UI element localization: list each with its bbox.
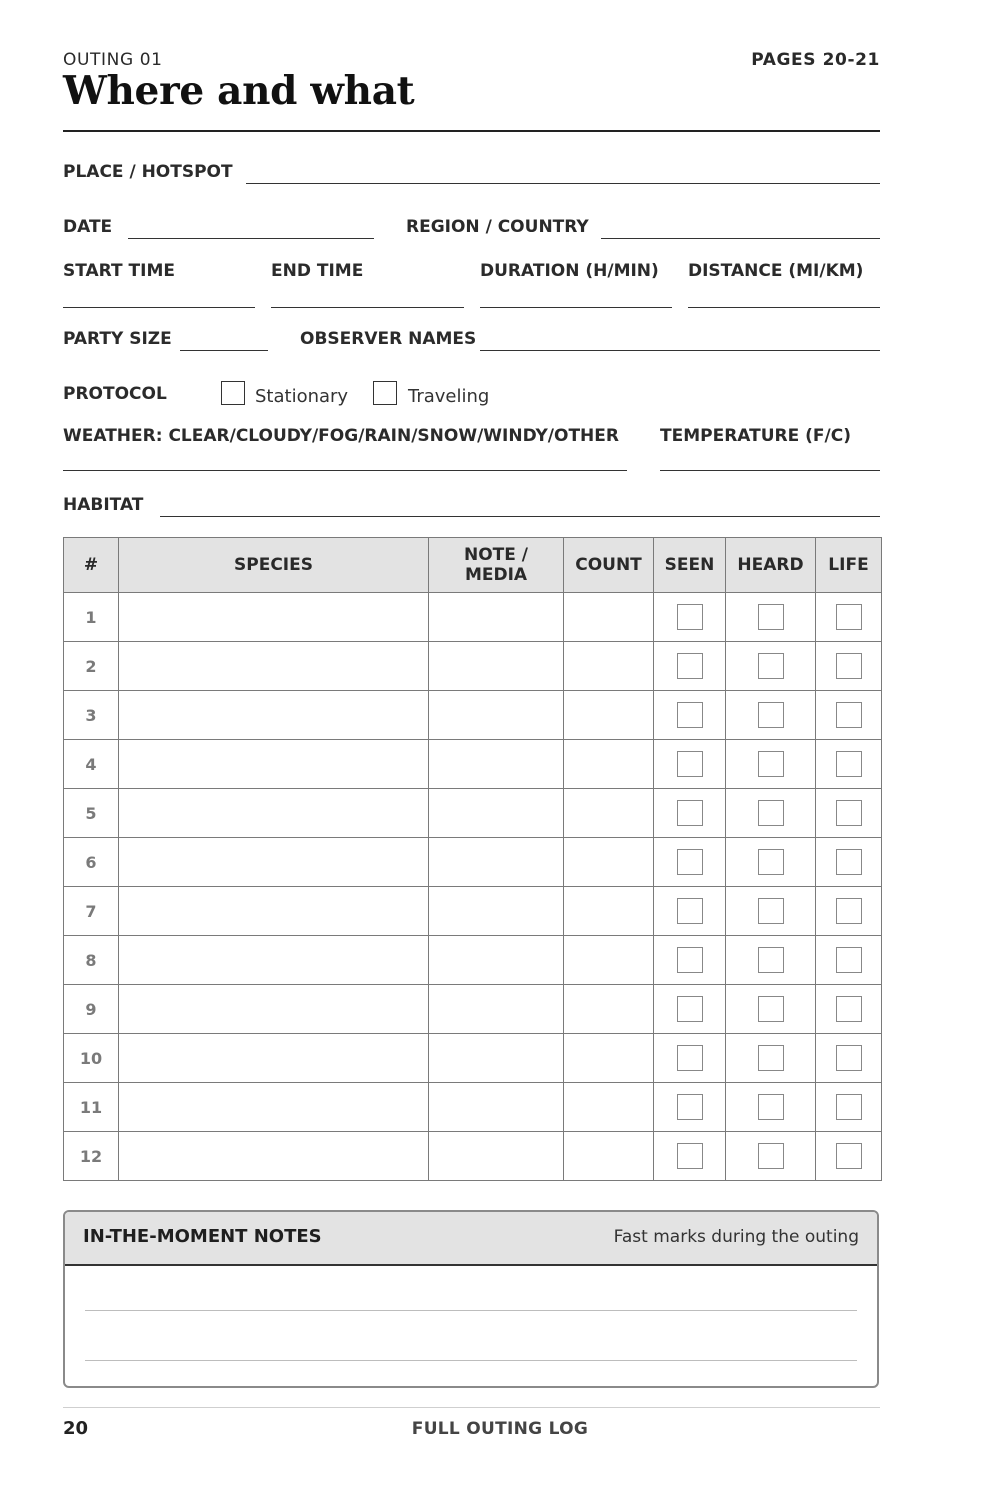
seen-checkbox[interactable] <box>677 849 703 875</box>
footer-divider <box>63 1407 880 1408</box>
place-label: PLACE / HOTSPOT <box>63 162 233 182</box>
region-label: REGION / COUNTRY <box>406 217 589 237</box>
seen-checkbox[interactable] <box>677 604 703 630</box>
heard-cell <box>726 985 816 1034</box>
seen-cell <box>654 1083 726 1132</box>
species-cell[interactable] <box>119 691 429 740</box>
distance-label: DISTANCE (MI/KM) <box>688 261 864 281</box>
life-checkbox[interactable] <box>836 996 862 1022</box>
heard-cell <box>726 691 816 740</box>
table-row <box>64 887 882 936</box>
start-time-field[interactable] <box>63 307 255 308</box>
distance-field[interactable] <box>688 307 880 308</box>
stationary-checkbox[interactable] <box>221 381 245 405</box>
heard-checkbox[interactable] <box>758 1094 784 1120</box>
seen-checkbox[interactable] <box>677 996 703 1022</box>
life-cell <box>816 887 882 936</box>
seen-checkbox[interactable] <box>677 1094 703 1120</box>
note-media-cell[interactable] <box>429 1132 564 1181</box>
count-cell[interactable] <box>564 838 654 887</box>
temperature-label: TEMPERATURE (F/C) <box>660 426 851 446</box>
species-cell[interactable] <box>119 740 429 789</box>
life-cell <box>816 1034 882 1083</box>
date-field[interactable] <box>128 238 374 239</box>
species-cell[interactable] <box>119 887 429 936</box>
life-cell <box>816 1132 882 1181</box>
heard-cell <box>726 1132 816 1181</box>
seen-checkbox[interactable] <box>677 947 703 973</box>
life-checkbox[interactable] <box>836 751 862 777</box>
heard-checkbox[interactable] <box>758 751 784 777</box>
table-row <box>64 789 882 838</box>
table-row <box>64 838 882 887</box>
species-cell[interactable] <box>119 1083 429 1132</box>
note-media-cell[interactable] <box>429 936 564 985</box>
species-table <box>63 537 882 1181</box>
seen-cell <box>654 740 726 789</box>
footer-section: FULL OUTING LOG <box>411 1419 589 1439</box>
weather-field[interactable] <box>63 470 627 471</box>
row-number: 9 <box>64 985 119 1034</box>
seen-cell <box>654 642 726 691</box>
life-cell <box>816 789 882 838</box>
note-media-cell[interactable] <box>429 593 564 642</box>
life-cell <box>816 838 882 887</box>
life-cell <box>816 642 882 691</box>
heard-cell <box>726 593 816 642</box>
page-title: Where and what <box>63 68 415 114</box>
seen-cell <box>654 936 726 985</box>
species-cell[interactable] <box>119 789 429 838</box>
heard-checkbox[interactable] <box>758 1143 784 1169</box>
col-count: COUNT <box>564 538 654 593</box>
pages-range: PAGES 20-21 <box>751 50 880 70</box>
count-cell[interactable] <box>564 1083 654 1132</box>
col-life: LIFE <box>816 538 882 593</box>
traveling-label: Traveling <box>408 386 490 407</box>
row-number: 4 <box>64 740 119 789</box>
weather-label: WEATHER: CLEAR/CLOUDY/FOG/RAIN/SNOW/WINDY/OTHER <box>63 426 619 446</box>
note-media-cell[interactable] <box>429 691 564 740</box>
heard-cell <box>726 642 816 691</box>
heard-checkbox[interactable] <box>758 996 784 1022</box>
notes-panel <box>63 1210 879 1388</box>
habitat-field[interactable] <box>160 516 880 517</box>
notes-title: IN-THE-MOMENT NOTES <box>83 1226 322 1247</box>
heard-checkbox[interactable] <box>758 604 784 630</box>
table-row <box>64 593 882 642</box>
life-cell <box>816 1083 882 1132</box>
count-cell[interactable] <box>564 789 654 838</box>
seen-cell <box>654 1132 726 1181</box>
col-seen: SEEN <box>654 538 726 593</box>
table-row <box>64 985 882 1034</box>
table-row <box>64 1083 882 1132</box>
col-note-media <box>429 538 564 593</box>
heard-cell <box>726 1083 816 1132</box>
seen-checkbox[interactable] <box>677 751 703 777</box>
count-cell[interactable] <box>564 1034 654 1083</box>
life-cell <box>816 691 882 740</box>
life-checkbox[interactable] <box>836 604 862 630</box>
notes-header <box>65 1212 877 1266</box>
row-number: 6 <box>64 838 119 887</box>
heard-checkbox[interactable] <box>758 1045 784 1071</box>
row-number: 3 <box>64 691 119 740</box>
count-cell[interactable] <box>564 642 654 691</box>
note-media-cell[interactable] <box>429 1034 564 1083</box>
seen-checkbox[interactable] <box>677 1143 703 1169</box>
note-media-cell[interactable] <box>429 985 564 1034</box>
row-number: 8 <box>64 936 119 985</box>
row-number: 11 <box>64 1083 119 1132</box>
seen-cell <box>654 789 726 838</box>
observer-names-field[interactable] <box>480 350 880 351</box>
heard-cell <box>726 936 816 985</box>
heard-cell <box>726 740 816 789</box>
count-cell[interactable] <box>564 740 654 789</box>
traveling-checkbox[interactable] <box>373 381 397 405</box>
heard-checkbox[interactable] <box>758 702 784 728</box>
row-number: 10 <box>64 1034 119 1083</box>
species-cell[interactable] <box>119 838 429 887</box>
col-heard: HEARD <box>726 538 816 593</box>
temperature-field[interactable] <box>660 470 880 471</box>
life-cell <box>816 740 882 789</box>
note-media-cell[interactable] <box>429 642 564 691</box>
row-number: 12 <box>64 1132 119 1181</box>
party-size-label: PARTY SIZE <box>63 329 172 349</box>
life-checkbox[interactable] <box>836 1045 862 1071</box>
heard-checkbox[interactable] <box>758 947 784 973</box>
seen-checkbox[interactable] <box>677 1045 703 1071</box>
stationary-label: Stationary <box>255 386 349 407</box>
count-cell[interactable] <box>564 887 654 936</box>
duration-label: DURATION (H/MIN) <box>480 261 659 281</box>
life-checkbox[interactable] <box>836 702 862 728</box>
heard-checkbox[interactable] <box>758 898 784 924</box>
table-header-row <box>64 538 882 593</box>
heard-checkbox[interactable] <box>758 653 784 679</box>
life-cell <box>816 936 882 985</box>
col-species: SPECIES <box>119 538 429 593</box>
table-row <box>64 1034 882 1083</box>
party-size-field[interactable] <box>180 350 268 351</box>
count-cell[interactable] <box>564 1132 654 1181</box>
end-time-label: END TIME <box>271 261 364 281</box>
species-cell[interactable] <box>119 1034 429 1083</box>
heard-cell <box>726 887 816 936</box>
note-media-cell[interactable] <box>429 1083 564 1132</box>
row-number: 7 <box>64 887 119 936</box>
note-media-cell[interactable] <box>429 789 564 838</box>
row-number: 2 <box>64 642 119 691</box>
seen-checkbox[interactable] <box>677 653 703 679</box>
species-cell[interactable] <box>119 642 429 691</box>
life-checkbox[interactable] <box>836 947 862 973</box>
note-media-cell[interactable] <box>429 838 564 887</box>
note-media-cell[interactable] <box>429 740 564 789</box>
heard-cell <box>726 789 816 838</box>
seen-cell <box>654 593 726 642</box>
region-field[interactable] <box>601 238 880 239</box>
table-row <box>64 1132 882 1181</box>
species-cell[interactable] <box>119 593 429 642</box>
notes-line[interactable] <box>85 1360 857 1361</box>
habitat-label: HABITAT <box>63 495 144 515</box>
table-row <box>64 691 882 740</box>
seen-cell <box>654 887 726 936</box>
protocol-label: PROTOCOL <box>63 384 167 404</box>
life-checkbox[interactable] <box>836 1094 862 1120</box>
seen-cell <box>654 838 726 887</box>
table-row <box>64 740 882 789</box>
row-number: 5 <box>64 789 119 838</box>
duration-field[interactable] <box>480 307 672 308</box>
count-cell[interactable] <box>564 936 654 985</box>
place-field[interactable] <box>246 183 880 184</box>
col-number: # <box>64 538 119 593</box>
seen-checkbox[interactable] <box>677 702 703 728</box>
outing-kicker: OUTING 01 <box>63 50 163 70</box>
col-note-media-label: NOTE / MEDIA <box>463 545 528 585</box>
seen-checkbox[interactable] <box>677 898 703 924</box>
start-time-label: START TIME <box>63 261 175 281</box>
count-cell[interactable] <box>564 985 654 1034</box>
note-media-cell[interactable] <box>429 887 564 936</box>
life-checkbox[interactable] <box>836 800 862 826</box>
page-number: 20 <box>63 1418 89 1439</box>
seen-cell <box>654 985 726 1034</box>
title-divider <box>63 130 880 132</box>
table-row <box>64 936 882 985</box>
seen-cell <box>654 691 726 740</box>
table-row <box>64 642 882 691</box>
end-time-field[interactable] <box>271 307 464 308</box>
heard-checkbox[interactable] <box>758 849 784 875</box>
heard-cell <box>726 838 816 887</box>
date-label: DATE <box>63 217 113 237</box>
life-cell <box>816 985 882 1034</box>
notes-subtitle: Fast marks during the outing <box>613 1227 859 1247</box>
species-cell[interactable] <box>119 985 429 1034</box>
heard-cell <box>726 1034 816 1083</box>
species-cell[interactable] <box>119 1132 429 1181</box>
count-cell[interactable] <box>564 691 654 740</box>
heard-checkbox[interactable] <box>758 800 784 826</box>
row-number: 1 <box>64 593 119 642</box>
observer-names-label: OBSERVER NAMES <box>300 329 477 349</box>
life-cell <box>816 593 882 642</box>
seen-cell <box>654 1034 726 1083</box>
life-checkbox[interactable] <box>836 1143 862 1169</box>
species-cell[interactable] <box>119 936 429 985</box>
life-checkbox[interactable] <box>836 653 862 679</box>
life-checkbox[interactable] <box>836 898 862 924</box>
count-cell[interactable] <box>564 593 654 642</box>
notes-line[interactable] <box>85 1310 857 1311</box>
seen-checkbox[interactable] <box>677 800 703 826</box>
life-checkbox[interactable] <box>836 849 862 875</box>
